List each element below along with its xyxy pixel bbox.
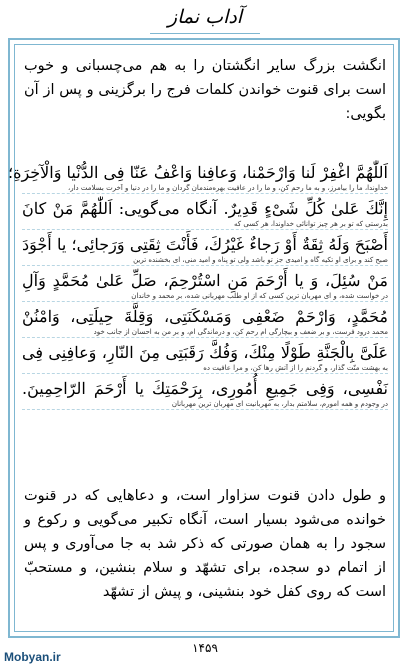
prayer-line-6: عَلَیَّ بِالْجَنَّةِ طَوْلًا مِنْكَ، وَفُكَّ رَقَبَتِی مِنَ النّارِ، وَعافِنِی فِی [22,343,388,362]
header-rule [150,33,260,34]
prayer-line-7: نَفْسِی، وَفِی جَمِیعِ أُمُورِی، بِرَحْمَتِكَ یا أَرْحَمَ الرّاحِمِینَ. [22,379,388,398]
prayer-line-5: مُحَمَّدٍ، وَارْحَمْ ضَعْفِی وَمَسْكَنَتِی، وَقِلَّةَ حِیلَتِی، وَامْنُنْ [22,307,388,326]
intro-paragraph [24,54,386,126]
translation-line-7: در وجودم و همه امورم، سلامتم بدار، به مهربانیت ای مهربان ترین مهربانان [22,400,388,410]
prayer-block [7,162,388,414]
closing-text: و طول دادن قنوت سزاوار است، و دعاهایی که در قنوت خوانده می‌شود بسیار است، آنگاه تکبیر می‌گویی و رکوع و سجود را به همان صورتی که ذکر شد به جا می‌آوری و پس از اتمام دو سجده، برای تشهّد و سلام بنشین، و مستحبّ است که روی کفل خود بنشینی، و پیش از تشهّد [24,488,386,600]
closing-paragraph [24,484,386,604]
prayer-line-3: أَصْبَحَ وَلَهُ ثِقَةٌ أَوْ رَجاءٌ غَیْرُكَ، فَأَنْتَ ثِقَتِی وَرَجائِی؛ یا أَجْوَدَ [22,235,388,254]
prayer-line-2: إِنَّكَ عَلیٰ كُلِّ شَیْءٍ قَدِیرٌ. آنگاه می‌گویی: اَللّٰهُمَّ مَنْ كانَ [22,199,388,218]
prayer-line-1: اَللّٰهُمَّ اغْفِرْ لَنا وَارْحَمْنا، وَعافِنا وَاعْفُ عَنّا فِی الدُّنْیا وَالْآخِرَةِ؛ [7,163,388,182]
site-watermark: Mobyan.ir [4,650,61,664]
prayer-line-4: مَنْ سُئِلَ، وَ یا أَرْحَمَ مَنِ اسْتُرْحِمَ، صَلِّ عَلیٰ مُحَمَّدٍ وَآلِ [22,271,388,290]
translation-line-3: صبح کند و برای او تکیه گاه و امیدی جز تو باشد ولی تو پناه و امید منی، ای بخشنده ترین [22,256,388,266]
translation-line-1: خداوندا، ما را بیامرز، و به ما رحم کن، و ما را در عافیت بهره‌مندمان گردان و ما را در دنیا و آخرت بسلامت دار، [22,184,388,194]
translation-line-6: به بهشت منّت گذار، و گردنم را از آتش رها کن، و مرا عافیت ده [22,364,388,374]
page-number: ۱۴۵۹ [192,641,218,655]
intro-text: انگشت بزرگ سایر انگشتان را به هم می‌چسبانی و خوب است برای قنوت خواندن کلمات فرج را برگزینی و پس از آن بگویی: [24,58,386,122]
translation-line-2: بدرستی که تو بر هر چیز توانائی خداوندا، هر کسی که [22,220,388,230]
translation-line-5: محمد درود فرست، و بر ضعف و بیچارگی ام رحم کن، و درماندگی ام، و بر من به احسان از جانب خود [22,328,388,338]
translation-line-4: در خواست شده، و ای مهربان ترین کسی که از او طلب مهربانی شده، بر محمد و خاندان [22,292,388,302]
page-header-title: آداب نماز [167,6,243,28]
